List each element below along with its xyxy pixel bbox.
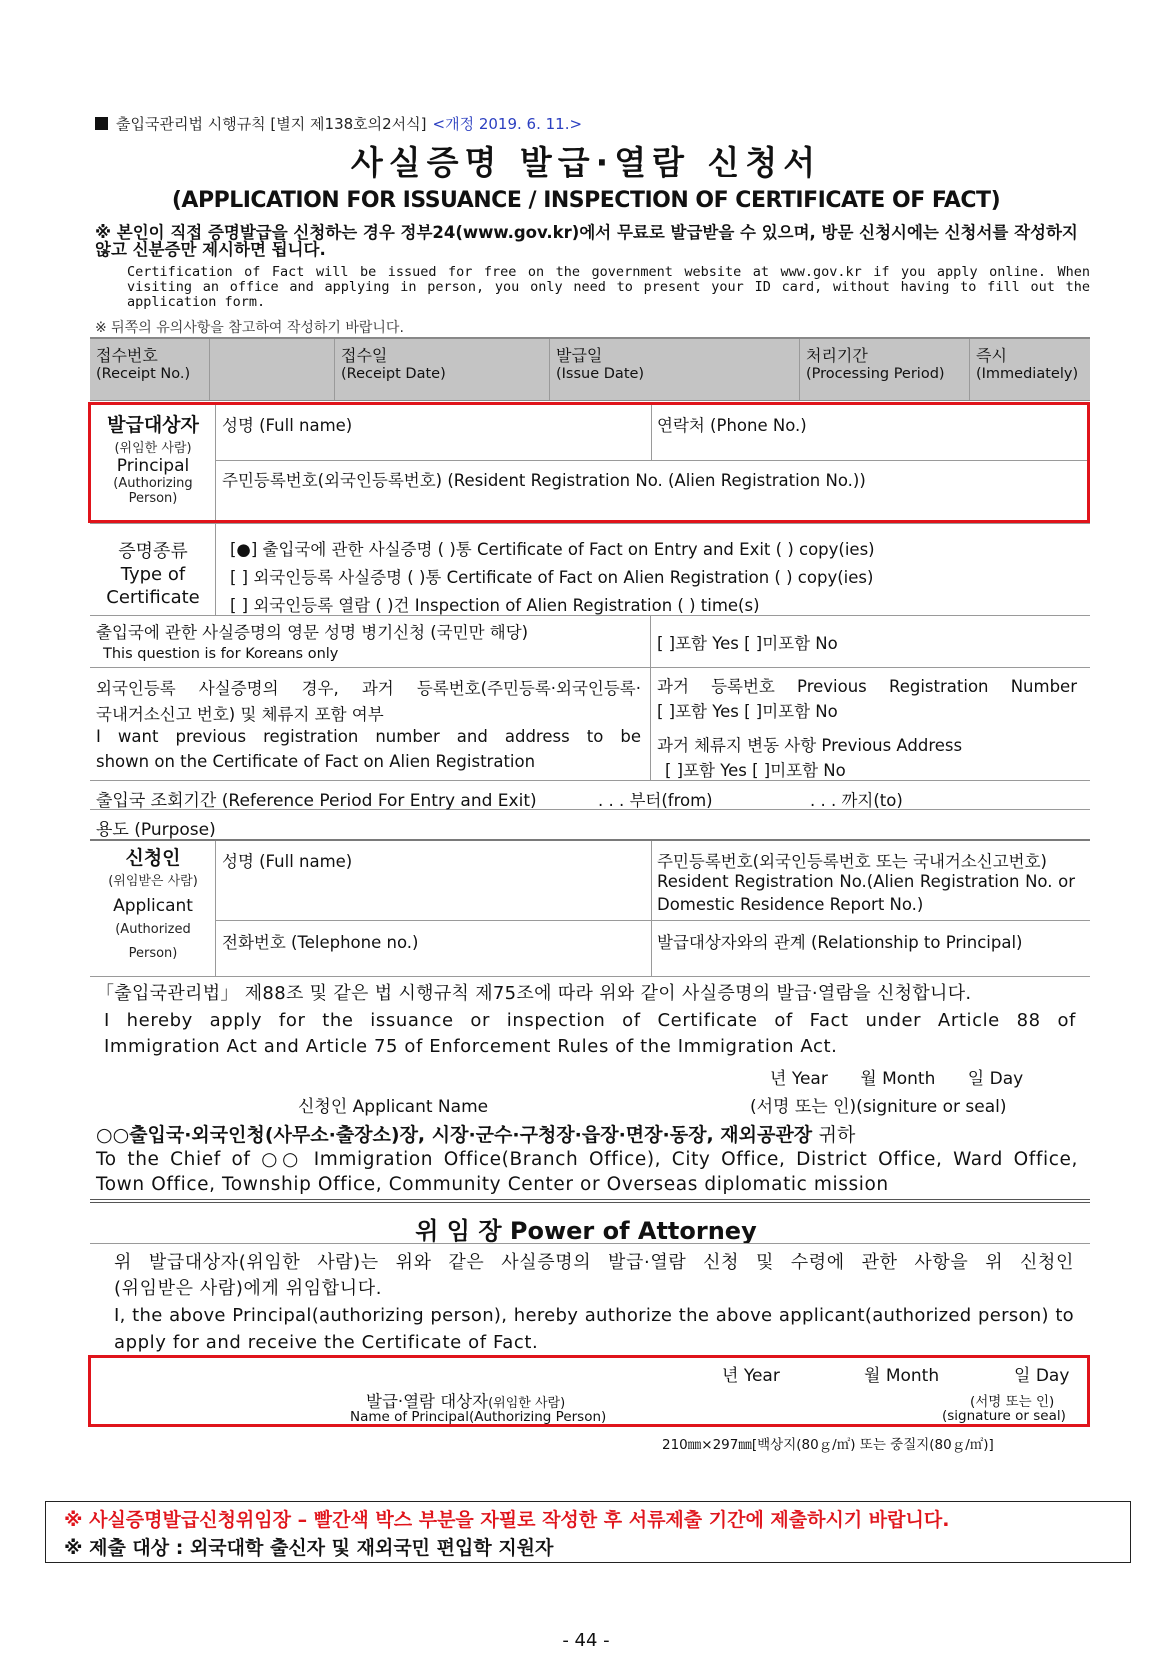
poa-principal-label-en: Name of Principal(Authorizing Person) — [350, 1409, 607, 1425]
form-ref-text: 출입국관리법 시행규칙 [별지 제138호의2서식] — [116, 115, 427, 133]
divider — [215, 523, 216, 615]
declaration-english-2: Immigration Act and Article 75 of Enforcement Rules of the Immigration Act. — [104, 1036, 838, 1057]
poa-month[interactable]: 월 Month — [864, 1366, 940, 1386]
poa-title: 위 임 장 Power of Attorney — [415, 1217, 757, 1245]
declaration-english-1: I hereby apply for the issuance or inspection of Certificate of Fact under Article 88 of — [104, 1010, 1076, 1031]
receipt-bar — [90, 337, 1090, 401]
receipt-no-value[interactable] — [210, 339, 335, 400]
immediately-label-en: (Immediately) — [976, 366, 1079, 382]
previous-question-en-1: I want previous registration number and address to be — [96, 727, 641, 746]
previous-question-en-2: shown on the Certificate of Fact on Alien Registration — [96, 752, 536, 771]
divider — [90, 976, 1090, 977]
divider — [90, 780, 1090, 781]
cert-type-label — [92, 540, 214, 609]
issue-date-cell — [550, 339, 800, 400]
applicant-label-en: Applicant — [113, 896, 193, 916]
principal-label-sub-en: (Authorizing Person) — [113, 476, 193, 506]
applicant-telephone-field[interactable]: 전화번호 (Telephone no.) — [222, 933, 419, 952]
page-number: - 44 - — [562, 1630, 610, 1651]
applicant-label-sub-en2: Person) — [128, 946, 178, 961]
notice-korean: ※ 본인이 직접 증명발급을 신청하는 경우 정부24(www.gov.kr)에서 무료로 발급받을 수 있으며, 방문 신청시에는 신청서를 작성하지 않고 신분증만 제시하면 됩니다. — [95, 223, 1078, 259]
paper-size: 210㎜×297㎜[백상지(80ｇ/㎡) 또는 중질지(80ｇ/㎡)] — [662, 1437, 994, 1453]
immediately-label: 즉시 — [976, 346, 1007, 365]
receipt-date-label: 접수일 — [341, 346, 388, 365]
processing-period-label-en: (Processing Period) — [806, 366, 945, 382]
poa-principal-label-ko: 발급·열람 대상자 — [366, 1392, 489, 1411]
processing-period-cell — [800, 339, 970, 400]
poa-principal-label-sub: (위임한 사람) — [488, 1396, 566, 1411]
addressee-english-2: Town Office, Township Office, Community Center or Overseas diplomatic mission — [96, 1174, 889, 1195]
previous-question-ko-1: 외국인등록 사실증명의 경우, 과거 등록번호(주민등록·외국인등록· — [96, 679, 641, 698]
declaration-date[interactable]: 년 Year 월 Month 일 Day — [770, 1069, 1024, 1089]
divider — [650, 615, 651, 667]
divider — [215, 841, 216, 976]
poa-english-1: I, the above Principal(authorizing person), hereby authorize the above applicant(authorized person) to — [114, 1305, 1074, 1326]
principal-red-box — [88, 402, 1090, 523]
declaration-korean: 「출입국관리법」 제88조 및 같은 법 시행규칙 제75조에 따라 위와 같이 사실증명의 발급·열람을 신청합니다. — [96, 983, 972, 1004]
processing-period-label: 처리기간 — [806, 346, 868, 365]
immediately-cell — [970, 339, 1090, 400]
applicant-rrn-label[interactable]: 주민등록번호(외국인등록번호 또는 국내거소신고번호) — [657, 852, 1047, 871]
divider — [651, 841, 652, 976]
poa-year[interactable]: 년 Year — [722, 1366, 780, 1386]
revision-date: <개정 2019. 6. 11.> — [432, 115, 583, 133]
divider — [650, 667, 651, 780]
receipt-no-cell — [90, 339, 210, 400]
addressee-english-1: To the Chief of ○○ Immigration Office(Branch Office), City Office, District Office, Ward Office, — [96, 1149, 1078, 1170]
purpose-field[interactable]: 용도 (Purpose) — [96, 820, 216, 840]
principal-rrn-field[interactable]: 주민등록번호(외국인등록번호) (Resident Registration No. (Alien Registration No.)) — [222, 471, 866, 490]
receipt-date-label-en: (Receipt Date) — [341, 366, 446, 382]
issue-date-label-en: (Issue Date) — [556, 366, 645, 382]
principal-name-field[interactable]: 성명 (Full name) — [222, 416, 353, 435]
divider — [90, 1243, 1090, 1244]
principal-label-en: Principal — [116, 456, 190, 476]
divider — [90, 839, 1090, 841]
applicant-label — [92, 846, 214, 966]
divider — [215, 920, 1090, 921]
poa-korean-2: (위임받은 사람)에게 위임합니다. — [114, 1278, 383, 1299]
cert-option-inspection[interactable]: [ ] 외국인등록 열람 ( )건 Inspection of Alien Registration ( ) time(s) — [230, 596, 760, 615]
addressee-korean — [96, 1120, 855, 1147]
divider — [90, 523, 1090, 524]
receipt-no-label-en: (Receipt No.) — [96, 366, 191, 382]
principal-label-sub-ko: (위임한 사람) — [114, 441, 192, 456]
poa-sign-ko[interactable]: (서명 또는 인) — [970, 1394, 1055, 1410]
applicant-label-sub-ko: (위임받은 사람) — [108, 874, 198, 889]
receipt-no-label: 접수번호 — [96, 346, 158, 365]
previous-number-answer[interactable]: [ ]포함 Yes [ ]미포함 No — [657, 702, 838, 721]
english-name-question: 출입국에 관한 사실증명의 영문 성명 병기신청 (국민만 해당) — [96, 623, 529, 642]
applicant-label-ko: 신청인 — [125, 847, 181, 869]
addressee-korean-text: ○○출입국·외국인청(사무소·출장소)장, 시장·군수·구청장·읍장·면장·동장, 재외공관장 — [96, 1124, 813, 1146]
period-label: 출입국 조회기간 (Reference Period For Entry and Exit) — [96, 791, 537, 811]
applicant-label-sub-en1: (Authorized — [115, 922, 191, 937]
form-reference — [95, 113, 582, 134]
submission-note-line2: ※ 제출 대상 : 외국대학 출신자 및 재외국민 편입학 지원자 — [64, 1537, 554, 1559]
issue-date-label: 발급일 — [556, 346, 603, 365]
applicant-name-field[interactable]: 성명 (Full name) — [222, 852, 353, 871]
applicant-relationship-field[interactable]: 발급대상자와의 관계 (Relationship to Principal) — [657, 933, 1023, 952]
applicant-name-signature[interactable]: 신청인 Applicant Name — [298, 1097, 489, 1117]
applicant-sign-seal[interactable]: (서명 또는 인)(signiture or seal) — [750, 1097, 1007, 1117]
principal-phone-field[interactable]: 연락처 (Phone No.) — [657, 416, 807, 435]
notice-english: Certification of Fact will be issued for free on the government website at www.gov.kr if you apply online. When visiting an office and applying in person, you only need to present your ID card, without having to fill out the application form. — [127, 264, 1090, 310]
period-from-field[interactable]: . . . 부터(from) — [598, 791, 713, 810]
english-name-note: This question is for Koreans only — [103, 646, 339, 662]
cert-type-label-en2: Certificate — [106, 587, 200, 608]
form-title-korean: 사실증명 발급·열람 신청서 — [350, 143, 822, 182]
addressee-suffix: 귀하 — [818, 1124, 856, 1146]
cert-option-entry-exit[interactable]: [●] 출입국에 관한 사실증명 ( )통 Certificate of Fact on Entry and Exit ( ) copy(ies) — [230, 540, 875, 559]
form-title-english: (APPLICATION FOR ISSUANCE / INSPECTION OF CERTIFICATE OF FACT) — [171, 188, 1001, 213]
period-to-field[interactable]: . . . 까지(to) — [810, 791, 903, 810]
english-name-answer[interactable]: [ ]포함 Yes [ ]미포함 No — [657, 634, 838, 653]
receipt-date-cell — [335, 339, 550, 400]
poa-korean-1: 위 발급대상자(위임한 사람)는 위와 같은 사실증명의 발급·열람 신청 및 수령에 관한 사항을 위 신청인 — [114, 1252, 1074, 1273]
previous-number-label: 과거 등록번호 Previous Registration Number — [657, 677, 1077, 696]
poa-sign-en: (signature or seal) — [942, 1408, 1066, 1424]
divider — [90, 1199, 1090, 1203]
notice-reference: ※ 뒤쪽의 유의사항을 참고하여 작성하기 바랍니다. — [95, 320, 404, 336]
previous-address-label: 과거 체류지 변동 사항 Previous Address — [657, 736, 963, 755]
cert-type-label-en1: Type of — [120, 564, 186, 585]
submission-note-box — [45, 1501, 1131, 1563]
cert-option-alien-registration[interactable]: [ ] 외국인등록 사실증명 ( )통 Certificate of Fact on Alien Registration ( ) copy(ies) — [230, 568, 874, 587]
previous-address-answer[interactable]: [ ]포함 Yes [ ]미포함 No — [665, 761, 846, 780]
applicant-rrn-label-en-1: Resident Registration No.(Alien Registration No. or — [657, 872, 1075, 891]
cert-type-label-ko: 증명종류 — [118, 541, 188, 562]
submission-note-line1: ※ 사실증명발급신청위임장 – 빨간색 박스 부분을 자필로 작성한 후 서류제출 기간에 제출하시기 바랍니다. — [64, 1509, 950, 1531]
divider — [90, 667, 1090, 668]
poa-english-2: apply for and receive the Certificate of Fact. — [114, 1332, 539, 1353]
principal-label-ko: 발급대상자 — [107, 414, 199, 436]
poa-day[interactable]: 일 Day — [1014, 1366, 1070, 1386]
square-bullet-icon — [95, 117, 108, 130]
previous-question-ko-2: 국내거소신고 번호) 및 체류지 포함 여부 — [96, 705, 384, 724]
applicant-rrn-label-en-2: Domestic Residence Report No.) — [657, 895, 924, 914]
